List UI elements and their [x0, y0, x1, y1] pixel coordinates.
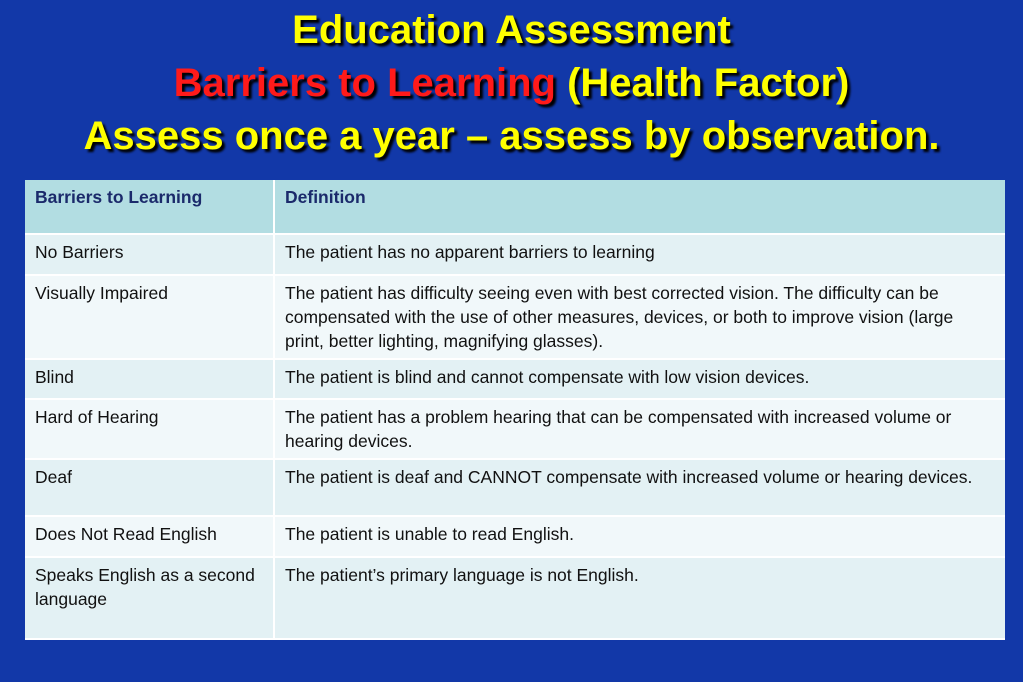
header-definition: Definition [274, 180, 1005, 234]
definition-cell: The patient is deaf and CANNOT compensate with increased volume or hearing devices. [274, 459, 1005, 516]
barrier-cell: Deaf [25, 459, 274, 516]
barrier-cell: Does Not Read English [25, 516, 274, 557]
slide-title [0, 4, 1023, 163]
table-row [25, 399, 1005, 459]
title-line-1: Education Assessment [292, 8, 731, 52]
definition-cell: The patient is unable to read English. [274, 516, 1005, 557]
barrier-cell: Visually Impaired [25, 275, 274, 359]
definition-cell: The patient has a problem hearing that can be compensated with increased volume or hearing devices. [274, 399, 1005, 459]
table-header-row [25, 180, 1005, 234]
table-row [25, 275, 1005, 359]
definition-cell: The patient has difficulty seeing even with best corrected vision. The difficulty can be compensated with the use of other measures, devices, or both to improve vision (large print, better lighting, magnifying glasses). [274, 275, 1005, 359]
barriers-table [25, 180, 1005, 640]
title-health-factor: (Health Factor) [555, 61, 850, 105]
table-row [25, 234, 1005, 275]
title-barriers-to-learning: Barriers to Learning [173, 61, 556, 105]
definition-cell: The patient is blind and cannot compensate with low vision devices. [274, 359, 1005, 399]
barrier-cell: No Barriers [25, 234, 274, 275]
barriers-table-container [25, 180, 1005, 636]
table-row [25, 557, 1005, 639]
title-line-2 [0, 57, 1023, 110]
barrier-cell: Blind [25, 359, 274, 399]
table-row [25, 459, 1005, 516]
header-barriers-to-learning: Barriers to Learning [25, 180, 274, 234]
table-row [25, 359, 1005, 399]
barrier-cell: Hard of Hearing [25, 399, 274, 459]
definition-cell: The patient has no apparent barriers to learning [274, 234, 1005, 275]
title-line-3: Assess once a year – assess by observation. [83, 114, 940, 158]
table-row [25, 516, 1005, 557]
definition-cell: The patient’s primary language is not English. [274, 557, 1005, 639]
barrier-cell: Speaks English as a second language [25, 557, 274, 639]
